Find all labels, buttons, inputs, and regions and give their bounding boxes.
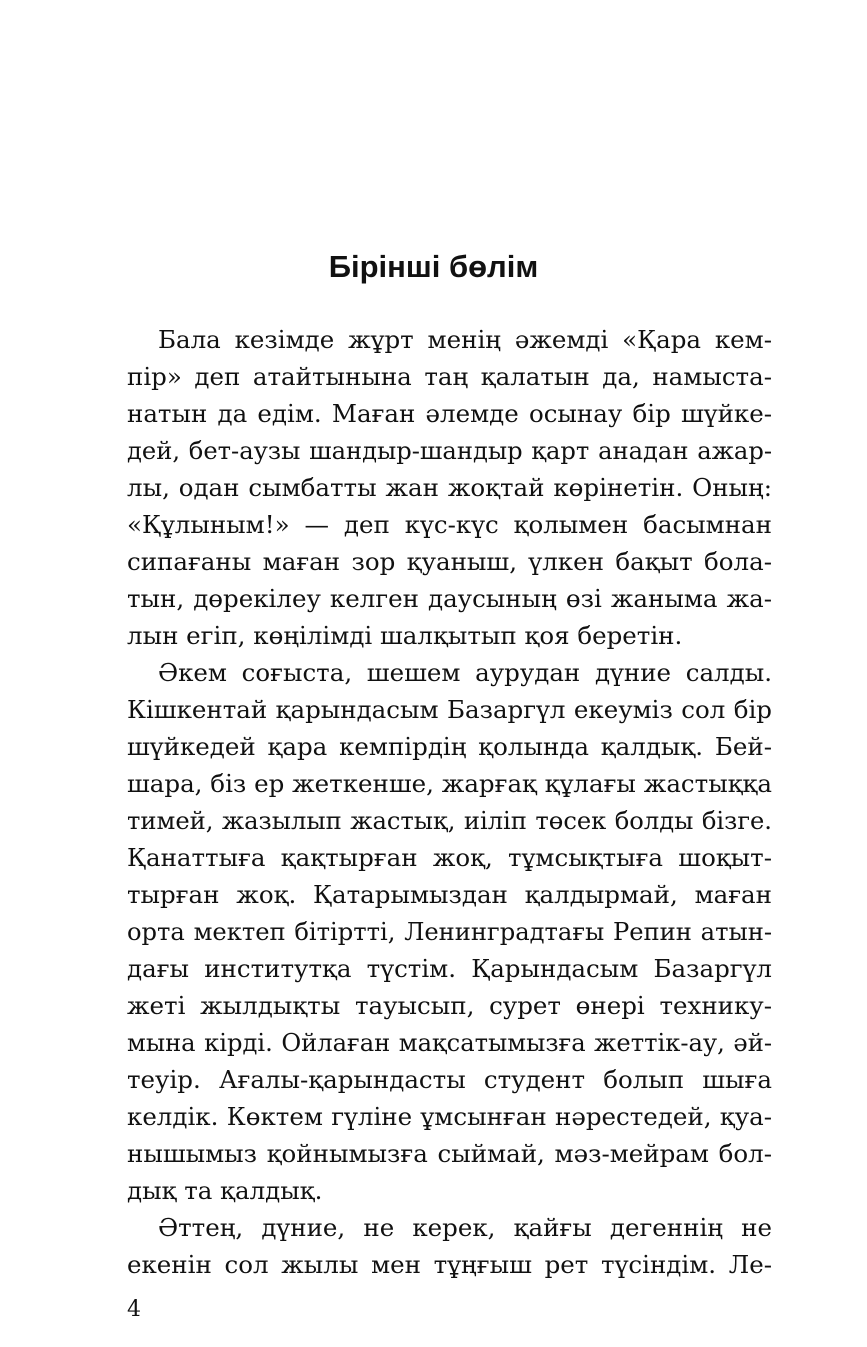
text-line: тимей, жазылып жастық, иіліп төсек болды бізге. — [127, 807, 772, 835]
chapter-title: Бірінші бөлім — [328, 249, 539, 284]
text-line: Әкем соғыста, шешем аурудан дүние салды. — [158, 658, 772, 687]
text-line: «Құлыным!» — деп күс-күс қолымен басымнан — [127, 510, 772, 539]
text-line: Әттең, дүние, не керек, қайғы дегеннің не — [158, 1213, 772, 1242]
text-line: келдік. Көктем гүліне ұмсынған нәрестедей, қуа- — [127, 1102, 772, 1131]
text-line: сипағаны маған зор қуаныш, үлкен бақыт бола- — [127, 547, 772, 576]
text-line: Бала кезімде жұрт менің әжемді «Қара кем- — [158, 325, 772, 354]
text-line: жеті жылдықты тауысып, сурет өнері технику- — [127, 991, 772, 1020]
text-line: лын егіп, көңілімді шалқытып қоя беретін. — [127, 621, 683, 650]
text-line: лы, одан сымбатты жан жоқтай көрінетін. Оның: — [127, 473, 772, 502]
text-line: Кішкентай қарындасым Базаргүл екеуміз сол бір — [127, 695, 772, 724]
text-line: Қанаттыға қақтырған жоқ, тұмсықтыға шоқыт- — [127, 843, 772, 872]
text-line: нышымыз қойнымызға сыймай, мәз-мейрам бол- — [127, 1139, 772, 1168]
text-line: шүйкедей қара кемпірдің қолында қалдық. Бей- — [127, 732, 772, 761]
text-line: дағы институтқа түстім. Қарындасым Базаргүл — [127, 954, 772, 983]
text-line: орта мектеп бітіртті, Ленинградтағы Репин атын- — [127, 918, 772, 946]
text-line: пір» деп атайтынына таң қалатын да, намыста- — [127, 362, 772, 391]
text-line: дей, бет-аузы шандыр-шандыр қарт анадан ажар- — [127, 437, 772, 465]
text-line: шара, біз ер жеткенше, жарғақ құлағы жастыққа — [127, 769, 772, 798]
text-line: тын, дөрекілеу келген даусының өзі жаныма жа- — [127, 584, 772, 613]
text-line: екенін сол жылы мен тұңғыш рет түсіндім. Ле- — [127, 1250, 772, 1279]
text-line: теуір. Ағалы-қарындасты студент болып шыға — [127, 1065, 772, 1094]
text-line: дық та қалдық. — [127, 1176, 323, 1205]
text-line: натын да едім. Маған әлемде осынау бір шүйке- — [127, 399, 772, 428]
text-line: мына кірді. Ойлаған мақсатымызға жеттік-ау, әй- — [127, 1029, 772, 1057]
text-line: тырған жоқ. Қатарымыздан қалдырмай, маған — [127, 880, 772, 909]
page-number: 4 — [127, 1297, 141, 1322]
